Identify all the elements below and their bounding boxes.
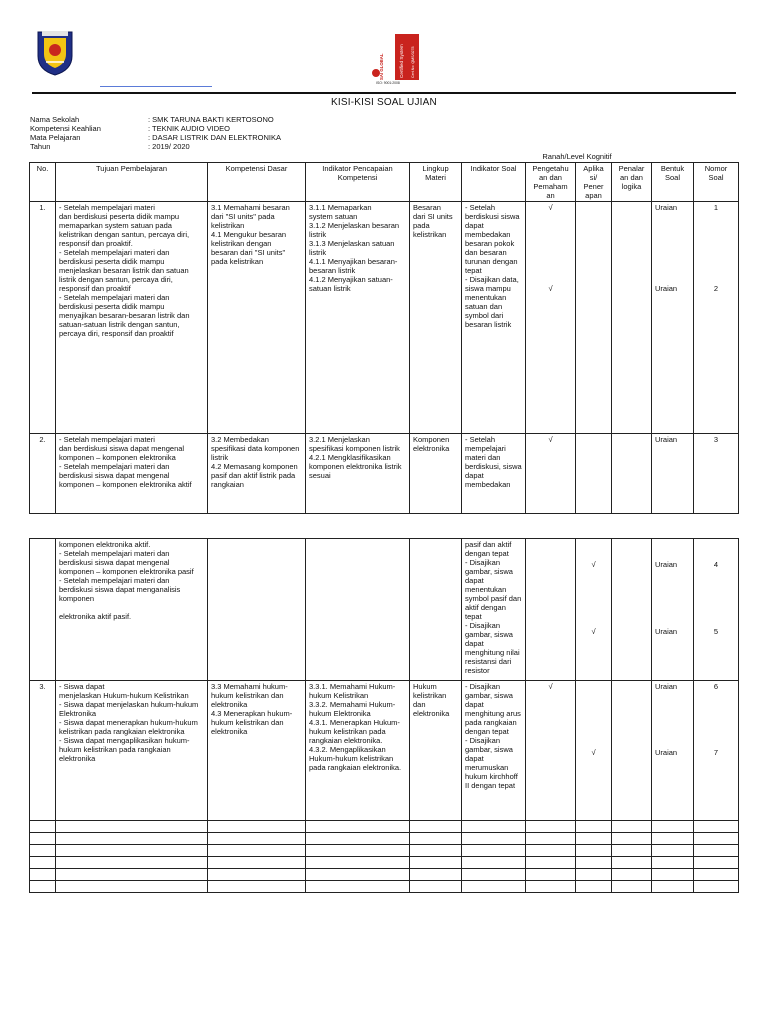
row-bentuk-soal xyxy=(652,539,694,681)
info-label: Mata Pelajaran xyxy=(30,133,81,142)
row-indikator-soal: - Setelah berdiskusi siswa dapat membedakan besaran pokok dan besaran turunan dengan tepat - Disajikan data, siswa mampu menentukan satuan dan symbol dari besaran listrik xyxy=(462,202,526,434)
table-row-blank xyxy=(30,857,739,869)
row-tujuan: komponen elektronika aktif. - Setelah mempelajari materi dan berdiskusi siswa dapat mengenal komponen – komponen elektronika pasif - Setelah mempelajari materi dan berdiskusi siswa dapat menganalisis komponen elektronika aktif pasif. xyxy=(56,539,208,681)
row-tujuan: - Setelah mempelajari materi dan berdiskusi siswa dapat mengenal komponen – komponen elektronika - Setelah mempelajari materi dan berdiskusi siswa dapat mengenal komponen – komponen elektronika aktif xyxy=(56,434,208,514)
table-row-blank xyxy=(30,869,739,881)
info-year xyxy=(30,143,530,153)
bentuk-value: Uraian xyxy=(655,284,678,293)
check-mark: √ xyxy=(591,627,596,636)
header-tujuan: Tujuan Pembelajaran xyxy=(56,163,208,202)
check-mark: √ xyxy=(548,284,553,293)
header-indikator-soal: Indikator Soal xyxy=(462,163,526,202)
info-value: : DASAR LISTRIK DAN ELEKTRONIKA xyxy=(148,133,281,142)
header-bentuk-soal: Bentuk Soal xyxy=(652,163,694,202)
row-indikator-soal: - Disajikan gambar, siswa dapat menghitung arus pada rangkaian dengan tepat - Disajikan gambar, siswa dapat merumuskan hukum kirchhoff II dengan tepat xyxy=(462,681,526,821)
row-lingkup-materi: Komponen elektronika xyxy=(410,434,462,514)
logo-text-iso: ISO: 9001:2008 xyxy=(376,81,400,84)
logo-text-cert-no: Cert.No: QMS/0278 xyxy=(411,46,415,78)
header-link-underline xyxy=(100,86,212,87)
row-indikator-soal: - Setelah mempelajari materi dan berdiskusi, siswa dapat membedakan xyxy=(462,434,526,514)
row-no xyxy=(30,539,56,681)
row-lingkup-materi: Besaran dari SI units pada kelistrikan xyxy=(410,202,462,434)
table-row-blank xyxy=(30,821,739,833)
sai-global-certification-logo xyxy=(368,34,420,84)
info-label: Nama Sekolah xyxy=(30,115,80,124)
row-nomor-soal xyxy=(694,539,739,681)
row-kompetensi-dasar: 3.2 Membedakan spesifikasi data komponen listrik 4.2 Memasang komponen pasif dan aktif listrik pada rangkaian xyxy=(208,434,306,514)
bentuk-value: Uraian xyxy=(655,560,678,569)
nomor-value: 7 xyxy=(713,748,719,757)
row-no: 3. xyxy=(30,681,56,821)
check-mark: √ xyxy=(591,560,596,569)
row-check-penalaran xyxy=(612,539,652,681)
info-value: : SMK TARUNA BAKTI KERTOSONO xyxy=(148,115,274,124)
bentuk-value: Uraian xyxy=(655,627,678,636)
row-check-aplikasi xyxy=(576,539,612,681)
info-label: Tahun xyxy=(30,142,51,151)
header-penalaran: Penalar an dan logika xyxy=(612,163,652,202)
row-kompetensi-dasar: 3.3 Memahami hukum-hukum kelistrikan dan elektronika 4.3 Menerapkan hukum-hukum kelistrikan dan elektronika xyxy=(208,681,306,821)
row-check-pengetahuan: √ xyxy=(526,681,576,821)
header-aplikasi: Aplika si/ Pener apan xyxy=(576,163,612,202)
row-lingkup-materi: Hukum kelistrikan dan elektronika xyxy=(410,681,462,821)
bentuk-value: Uraian xyxy=(655,203,678,212)
bentuk-value: Uraian xyxy=(655,748,678,757)
row-check-pengetahuan xyxy=(526,202,576,434)
row-no: 2. xyxy=(30,434,56,514)
nomor-value: 4 xyxy=(713,560,719,569)
bentuk-value: Uraian xyxy=(655,682,678,691)
nomor-value: 1 xyxy=(713,203,719,212)
row-bentuk-soal: Uraian xyxy=(652,434,694,514)
table-row-blank xyxy=(30,845,739,857)
kisi-kisi-table-top xyxy=(29,162,739,514)
row-indikator-kompetensi: 3.1.1 Memaparkan system satuan 3.1.2 Menjelaskan besaran listrik 3.1.3 Menjelaskan satuan listrik 4.1.1 Menyajikan besaran-besaran listrik 4.1.2 Menyajikan satuan-satuan listrik xyxy=(306,202,410,434)
header-indikator-kompetensi: Indikator Pencapaian Kompetensi xyxy=(306,163,410,202)
table-row-blank xyxy=(30,833,739,845)
check-mark: √ xyxy=(548,203,553,212)
row-no: 1. xyxy=(30,202,56,434)
row-kompetensi-dasar xyxy=(208,539,306,681)
info-value: : 2019/ 2020 xyxy=(148,142,190,151)
table-row-2-continued xyxy=(30,539,739,681)
nomor-value: 5 xyxy=(713,627,719,636)
table-row-2 xyxy=(30,434,739,514)
table-row-1 xyxy=(30,202,739,434)
logo-text-certified: Certified System xyxy=(399,44,404,78)
nomor-value: 6 xyxy=(713,682,719,691)
table-header-row xyxy=(30,163,739,202)
row-tujuan: - Setelah mempelajari materi dan berdiskusi peserta didik mampu memaparkan system satuan pada kelistrikan dengan santun, percaya diri, responsif dan proaktif. - Setelah mempelajari materi dan berdiskusi peserta didik mampu menjelaskan besaran listrik dan satuan listrik dengan santun, percaya diri, responsif dan proaktif - Setelah mempelajari materi dan berdiskusi peserta didik mampu menyajikan besaran-besaran listrik dan satuan-satuan listrik dengan santun, percaya diri, responsif dan proaktif xyxy=(56,202,208,434)
info-value: : TEKNIK AUDIO VIDEO xyxy=(148,124,230,133)
row-check-penalaran xyxy=(612,434,652,514)
header-lingkup-materi: Lingkup Materi xyxy=(410,163,462,202)
header-kompetensi-dasar: Kompetensi Dasar xyxy=(208,163,306,202)
header-no: No. xyxy=(30,163,56,202)
school-emblem-logo xyxy=(36,28,74,76)
row-check-penalaran xyxy=(612,202,652,434)
header-nomor-soal: Nomor Soal xyxy=(694,163,739,202)
row-bentuk-soal xyxy=(652,202,694,434)
row-check-aplikasi xyxy=(576,434,612,514)
row-kompetensi-dasar: 3.1 Memahami besaran dari "SI units" pada kelistrikan 4.1 Mengukur besaran kelistrikan dengan besaran dari "SI units" pada kelistrikan xyxy=(208,202,306,434)
row-nomor-soal xyxy=(694,202,739,434)
info-label: Kompetensi Keahlian xyxy=(30,124,101,133)
row-indikator-soal: pasif dan aktif dengan tepat - Disajikan gambar, siswa dapat menentukan symbol pasif dan aktif dengan tepat - Disajikan gambar, siswa dapat menghitung nilai resistansi dari resistor xyxy=(462,539,526,681)
nomor-value: 2 xyxy=(713,284,719,293)
header-rule xyxy=(32,92,736,94)
table-row-3 xyxy=(30,681,739,821)
row-nomor-soal xyxy=(694,681,739,821)
row-check-pengetahuan xyxy=(526,539,576,681)
row-check-pengetahuan: √ xyxy=(526,434,576,514)
table-row-blank xyxy=(30,881,739,893)
header-pengetahuan: Pengetahu an dan Pemaham an xyxy=(526,163,576,202)
check-mark: √ xyxy=(591,748,596,757)
row-bentuk-soal xyxy=(652,681,694,821)
row-indikator-kompetensi: 3.2.1 Menjelaskan spesifikasi komponen listrik 4.2.1 Mengklasifikasikan komponen elektronika listrik sesuai xyxy=(306,434,410,514)
kisi-kisi-table-bottom xyxy=(29,538,739,893)
row-check-penalaran xyxy=(612,681,652,821)
row-check-aplikasi xyxy=(576,681,612,821)
row-lingkup-materi xyxy=(410,539,462,681)
page-title: KISI-KISI SOAL UJIAN xyxy=(331,97,437,108)
row-tujuan: - Siswa dapat menjelaskan Hukum-hukum Kelistrikan - Siswa dapat menjelaskan hukum-hukum Elektronika - Siswa dapat menerapkan hukum-hukum kelistrikan pada rangkaian elektronika - Siswa dapat mengaplikasikan hukum-hukum kelistrikan pada rangkaian elektronika xyxy=(56,681,208,821)
row-indikator-kompetensi: 3.3.1. Memahami Hukum-hukum Kelistrikan 3.3.2. Memahami Hukum-hukum Elektronika 4.3.1. Menerapkan Hukum-hukum kelistrikan pada rangkaian elektronika. 4.3.2. Mengaplikasikan Hukum-hukum kelistrikan pada rangkaian elektronika. xyxy=(306,681,410,821)
logo-text-sai-global: SAI GLOBAL xyxy=(379,53,384,80)
row-nomor-soal: 3 xyxy=(694,434,739,514)
row-indikator-kompetensi xyxy=(306,539,410,681)
row-check-aplikasi xyxy=(576,202,612,434)
ranah-kognitif-label: Ranah/Level Kognitif xyxy=(542,152,612,161)
